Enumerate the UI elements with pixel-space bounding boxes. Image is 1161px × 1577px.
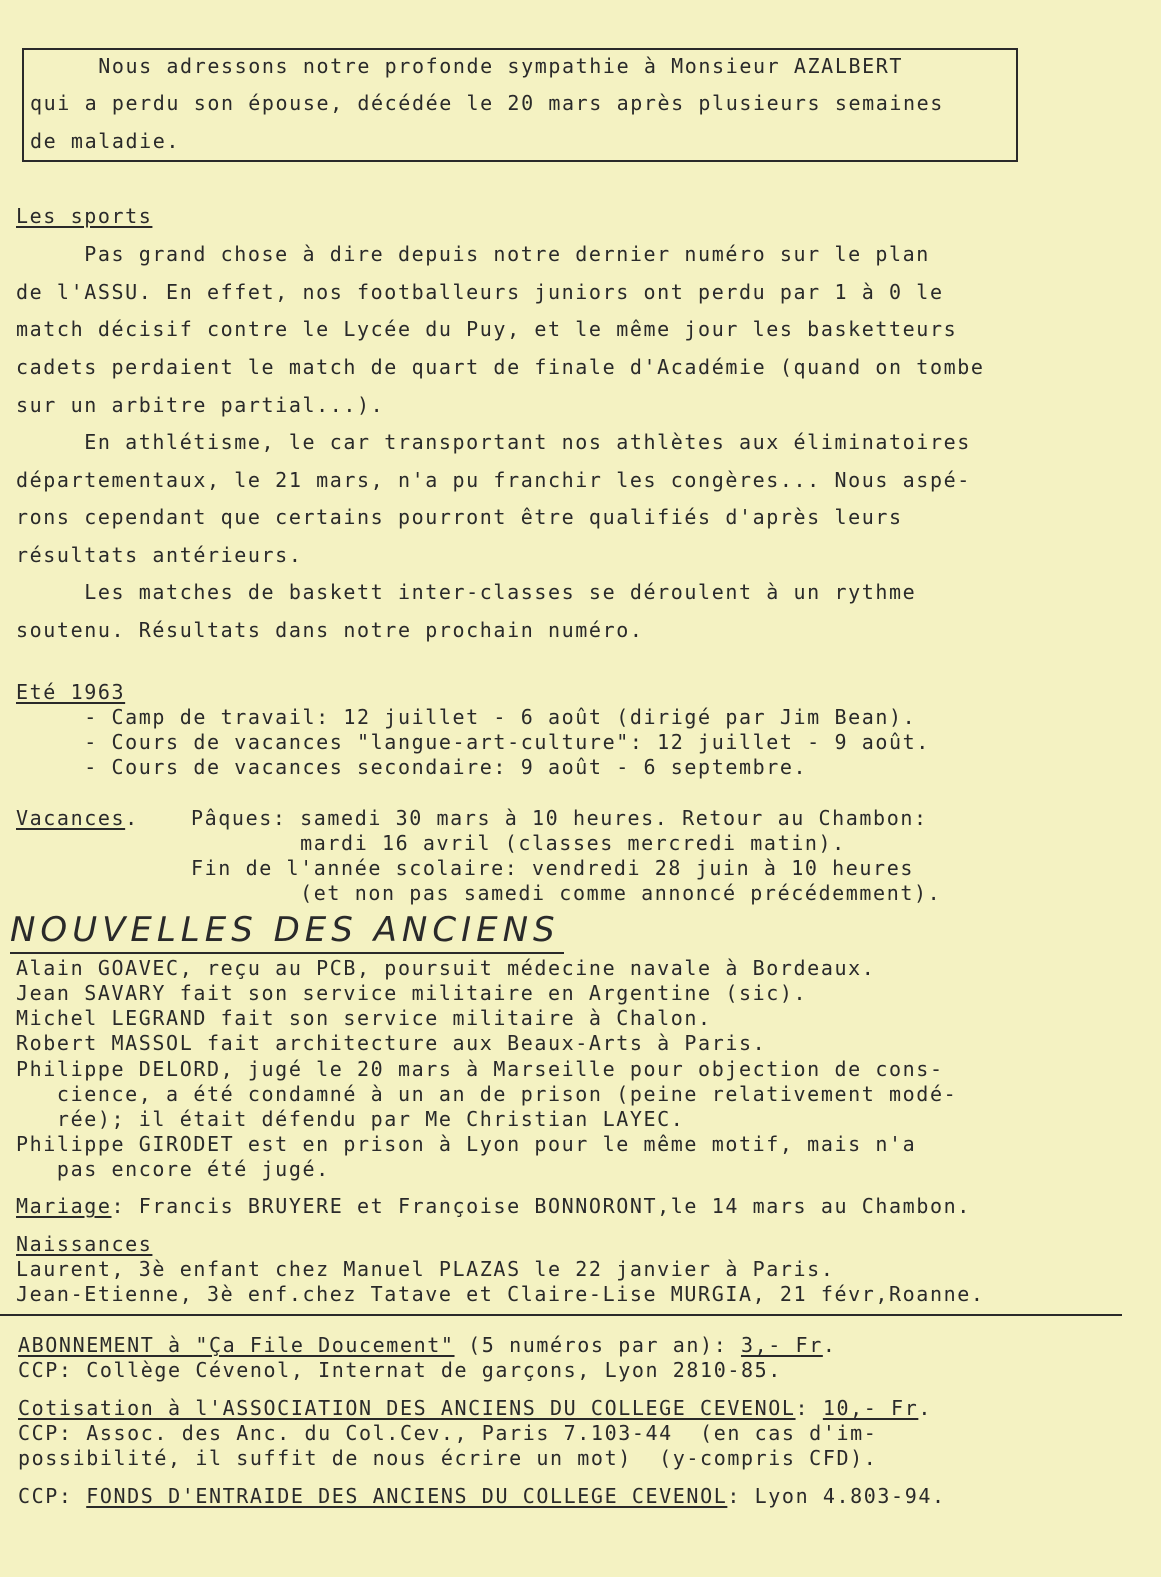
sports-line: sur un arbitre partial...). <box>16 393 385 417</box>
vacances-line: Fin de l'année scolaire: vendredi 28 juin à 10 heures <box>191 856 914 880</box>
anciens-line: Alain GOAVEC, reçu au PCB, poursuit médecine navale à Bordeaux. <box>16 956 876 980</box>
sports-line: match décisif contre le Lycée du Puy, et le même jour les basketteurs <box>16 317 958 341</box>
notice-line: Nous adressons notre profonde sympathie à Monsieur AZALBERT <box>30 54 904 78</box>
mariage-heading: Mariage <box>16 1194 112 1218</box>
cotisation-ccp: possibilité, il suffit de nous écrire un mot) (y-compris CFD). <box>18 1446 878 1470</box>
vacances-line: mardi 16 avril (classes mercredi matin). <box>191 831 846 855</box>
notice-line: de maladie. <box>30 129 181 153</box>
abonnement-ccp: CCP: Collège Cévenol, Internat de garçons, Lyon 2810-85. <box>18 1358 782 1382</box>
cotisation-line <box>18 1396 932 1420</box>
anciens-line: Jean SAVARY fait son service militaire en Argentine (sic). <box>16 981 808 1005</box>
sports-line: départementaux, le 21 mars, n'a pu franchir les congères... Nous aspé- <box>16 468 971 492</box>
vacances-heading-line <box>16 806 139 830</box>
naissances-line: Jean-Etienne, 3è enf.chez Tatave et Claire-Lise MURGIA, 21 févr,Roanne. <box>16 1282 985 1306</box>
sports-heading: Les sports <box>16 204 153 228</box>
ete-item: - Camp de travail: 12 juillet - 6 août (dirigé par Jim Bean). <box>16 705 917 729</box>
anciens-line: Robert MASSOL fait architecture aux Beaux-Arts à Paris. <box>16 1031 767 1055</box>
notice-line: qui a perdu son épouse, décédée le 20 mars après plusieurs semaines <box>30 91 944 115</box>
fonds-suffix: : Lyon 4.803-94. <box>727 1484 946 1508</box>
anciens-line: rée); il était défendu par Me Christian LAYEC. <box>16 1107 685 1131</box>
cotisation-ccp: CCP: Assoc. des Anc. du Col.Cev., Paris 7.103-44 (en cas d'im- <box>18 1421 878 1445</box>
vacances-heading: Vacances <box>16 806 126 830</box>
ete-item: - Cours de vacances secondaire: 9 août - 6 septembre. <box>16 755 808 779</box>
cotisation-heading: Cotisation à l'ASSOCIATION DES ANCIENS DU COLLEGE CEVENOL <box>18 1396 796 1420</box>
abonnement-end: . <box>822 1333 837 1357</box>
sports-line: cadets perdaient le match de quart de finale d'Académie (quand on tombe <box>16 355 985 379</box>
anciens-line: pas encore été jugé. <box>16 1157 330 1181</box>
abonnement-heading: ABONNEMENT à "Ça File Doucement" <box>18 1333 455 1357</box>
anciens-line: cience, a été condamné à un an de prison (peine relativement modé- <box>16 1082 958 1106</box>
anciens-line: Philippe DELORD, jugé le 20 mars à Marseille pour objection de cons- <box>16 1057 944 1081</box>
naissances-heading: Naissances <box>16 1232 153 1256</box>
vacances-heading-dot: . <box>125 806 139 830</box>
anciens-line: Philippe GIRODET est en prison à Lyon pour le même motif, mais n'a <box>16 1132 917 1156</box>
sports-line: En athlétisme, le car transportant nos athlètes aux éliminatoires <box>16 430 971 454</box>
abonnement-line <box>18 1333 837 1357</box>
sports-line: rons cependant que certains pourront être qualifiés d'après leurs <box>16 505 903 529</box>
vacances-line: (et non pas samedi comme annoncé précédemment). <box>191 881 942 905</box>
cotisation-middle: : <box>795 1396 823 1420</box>
abonnement-price: 3,- Fr <box>740 1333 823 1357</box>
sports-line: de l'ASSU. En effet, nos footballeurs juniors ont perdu par 1 à 0 le <box>16 280 944 304</box>
fonds-heading: FONDS D'ENTRAIDE DES ANCIENS DU COLLEGE CEVENOL <box>86 1484 728 1508</box>
abonnement-middle: (5 numéros par an): <box>454 1333 741 1357</box>
sports-line: soutenu. Résultats dans notre prochain numéro. <box>16 618 644 642</box>
sports-line: Les matches de baskett inter-classes se déroulent à un rythme <box>16 580 917 604</box>
mariage-text: : Francis BRUYERE et Françoise BONNORONT,le 14 mars au Chambon. <box>111 1194 971 1218</box>
cotisation-price: 10,- Fr <box>822 1396 919 1420</box>
ete-heading: Eté 1963 <box>16 680 126 704</box>
sports-line: résultats antérieurs. <box>16 543 303 567</box>
vacances-line: Pâques: samedi 30 mars à 10 heures. Retour au Chambon: <box>191 806 928 830</box>
cotisation-end: . <box>918 1396 932 1420</box>
sports-line: Pas grand chose à dire depuis notre dernier numéro sur le plan <box>16 242 930 266</box>
section-divider <box>0 1314 1122 1316</box>
anciens-line: Michel LEGRAND fait son service militaire à Chalon. <box>16 1006 712 1030</box>
fonds-prefix: CCP: <box>18 1484 87 1508</box>
naissances-line: Laurent, 3è enfant chez Manuel PLAZAS le 22 janvier à Paris. <box>16 1257 835 1281</box>
ete-item: - Cours de vacances "langue-art-culture": 12 juillet - 9 août. <box>16 730 930 754</box>
fonds-line <box>18 1484 946 1508</box>
mariage-line <box>16 1194 971 1218</box>
anciens-heading: NOUVELLES DES ANCIENS <box>10 908 564 954</box>
